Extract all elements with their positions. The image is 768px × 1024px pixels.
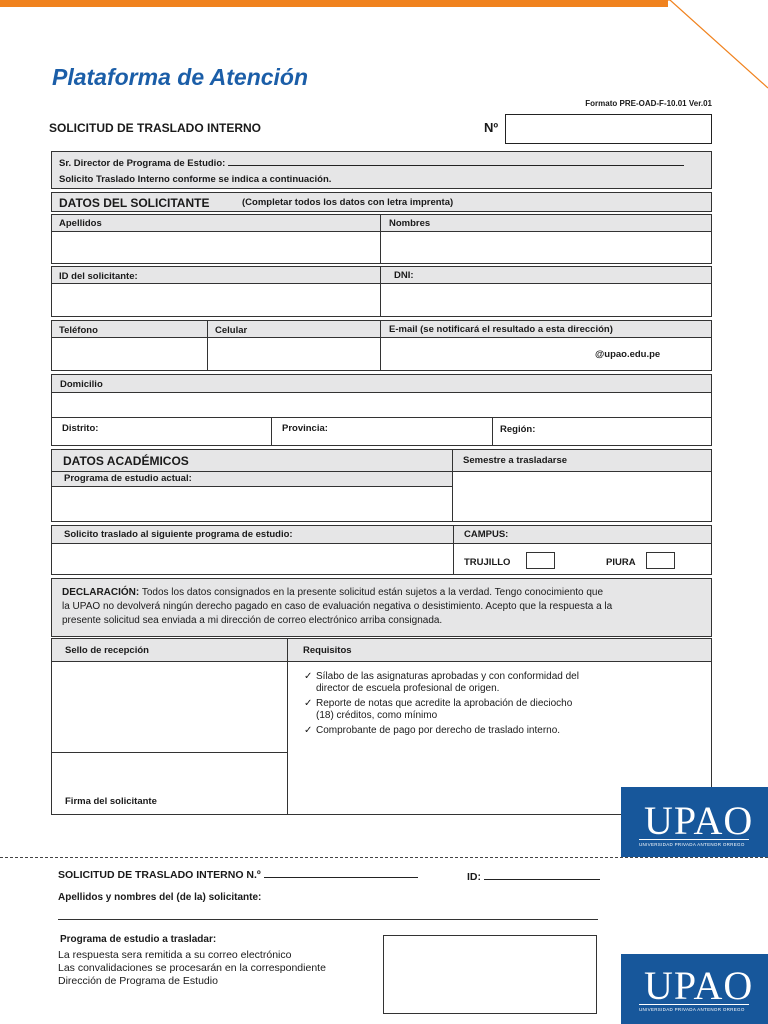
stub-names-label: Apellidos y nombres del (de la) solicitante: (58, 892, 262, 903)
stub-title: SOLICITUD DE TRASLADO INTERNO N.º (58, 869, 261, 881)
upao-logo (621, 787, 768, 857)
stub-id-label: ID: (467, 871, 481, 883)
logo-subtitle: UNIVERSIDAD PRIVADA ANTENOR ORREGO (639, 1004, 749, 1012)
academic-block (51, 449, 712, 522)
traslado-label: Solicito traslado al siguiente programa de estudio: (64, 529, 293, 540)
applicant-section-header (51, 192, 712, 212)
piura-label: PIURA (606, 557, 636, 568)
nombres-field[interactable] (381, 233, 711, 263)
requisitos-label: Requisitos (303, 645, 352, 656)
intro-line1: Sr. Director de Programa de Estudio: (59, 158, 226, 169)
domicilio-label: Domicilio (60, 379, 103, 390)
number-label: Nº (484, 120, 499, 135)
semestre-field[interactable] (454, 473, 711, 521)
trujillo-label: TRUJILLO (464, 557, 511, 568)
applicant-section-note: (Completar todos los datos con letra imprenta) (242, 197, 454, 208)
piura-checkbox[interactable] (646, 552, 675, 569)
academic-section-title: DATOS ACADÉMICOS (63, 454, 189, 468)
director-line[interactable] (228, 165, 684, 166)
region-label: Región: (500, 424, 536, 435)
firma-label: Firma del solicitante (65, 796, 157, 807)
traslado-field[interactable] (52, 545, 453, 574)
nombres-label: Nombres (389, 218, 431, 229)
logo-text: UPAO (644, 963, 754, 1008)
provincia-label: Provincia: (282, 423, 328, 434)
cut-line (0, 857, 768, 858)
number-field[interactable] (505, 114, 712, 144)
declaration-line2: la UPAO no devolverá ningún derecho pagado en caso de evaluación negativa o desistimiento. Acepto que la respuesta a la (62, 601, 613, 612)
declaration-line1: Todos los datos consignados en la presente solicitud están sujetos a la verdad. Tengo conocimiento que (141, 587, 604, 598)
format-code: Formato PRE-OAD-F-10.01 Ver.01 (585, 99, 712, 108)
corner-decoration (660, 0, 768, 90)
distrito-label: Distrito: (62, 423, 99, 434)
stub-note-3: Dirección de Programa de Estudio (58, 975, 218, 987)
campus-label: CAMPUS: (464, 529, 509, 540)
email-label: E-mail (se notificará el resultado a esta dirección) (389, 324, 613, 335)
intro-section (51, 151, 712, 189)
requisitos-list (304, 671, 634, 740)
form-title: SOLICITUD DE TRASLADO INTERNO (49, 121, 261, 135)
dni-label: DNI: (394, 270, 414, 281)
celular-label: Celular (215, 325, 248, 336)
transfer-block (51, 525, 712, 575)
contact-block (51, 320, 712, 371)
address-block (51, 374, 712, 446)
id-block (51, 266, 712, 317)
top-accent-bar (0, 0, 668, 7)
stub-id-line[interactable] (484, 879, 600, 880)
firma-field[interactable] (52, 754, 287, 814)
stub-note-2: Las convalidaciones se procesarán en la correspondiente (58, 962, 326, 974)
applicant-section-title: DATOS DEL SOLICITANTE (59, 196, 210, 210)
programa-actual-label: Programa de estudio actual: (64, 473, 192, 484)
semestre-label: Semestre a trasladarse (463, 455, 568, 466)
intro-line2: Solicito Traslado Interno conforme se indica a continuación. (59, 174, 332, 185)
telefono-field[interactable] (52, 339, 207, 370)
email-field[interactable] (381, 339, 711, 370)
stub-number-line[interactable] (264, 877, 418, 878)
region-field[interactable] (493, 419, 711, 445)
distrito-field[interactable] (52, 419, 271, 445)
names-block (51, 214, 712, 264)
requisito-item: ✓ Comprobante de pago por derecho de traslado interno. (304, 725, 561, 736)
dni-field[interactable] (381, 285, 711, 316)
checkmark-icon: ✓ (304, 671, 313, 682)
requisito-item: ✓ Sílabo de las asignaturas aprobadas y con conformidad del director de escuela profesional de origen. (304, 671, 579, 694)
sello-field[interactable] (52, 663, 287, 753)
celular-field[interactable] (208, 339, 380, 370)
sello-label: Sello de recepción (65, 645, 149, 656)
telefono-label: Teléfono (59, 325, 98, 336)
declaration-label: DECLARACIÓN: (62, 587, 140, 598)
brand-title: Plataforma de Atención (52, 64, 309, 90)
logo-subtitle: UNIVERSIDAD PRIVADA ANTENOR ORREGO (639, 839, 749, 847)
logo-text: UPAO (644, 798, 754, 843)
checkmark-icon: ✓ (304, 698, 313, 709)
reception-block (51, 638, 712, 815)
declaration-section (51, 578, 712, 637)
stub-notes (58, 949, 326, 988)
stub-programa-label: Programa de estudio a trasladar: (60, 934, 217, 945)
programa-actual-field[interactable] (52, 487, 453, 521)
stub-note-1: La respuesta sera remitida a su correo electrónico (58, 949, 292, 961)
stub-stamp-box[interactable] (383, 935, 597, 1014)
apellidos-field[interactable] (52, 233, 380, 263)
email-domain: @upao.edu.pe (595, 349, 661, 360)
upao-logo (621, 954, 768, 1024)
id-field[interactable] (52, 285, 380, 316)
declaration-line3: presente solicitud sea enviada a mi dirección de correo electrónico arriba consignada. (62, 615, 443, 626)
domicilio-field[interactable] (52, 394, 711, 418)
requisito-item: ✓ Reporte de notas que acredite la aprobación de dieciocho (18) créditos, como mínimo (304, 698, 573, 721)
stub-names-line[interactable] (58, 919, 598, 920)
checkmark-icon: ✓ (304, 725, 313, 736)
apellidos-label: Apellidos (59, 218, 102, 229)
id-label: ID del solicitante: (59, 271, 138, 282)
trujillo-checkbox[interactable] (526, 552, 555, 569)
provincia-field[interactable] (272, 419, 492, 445)
